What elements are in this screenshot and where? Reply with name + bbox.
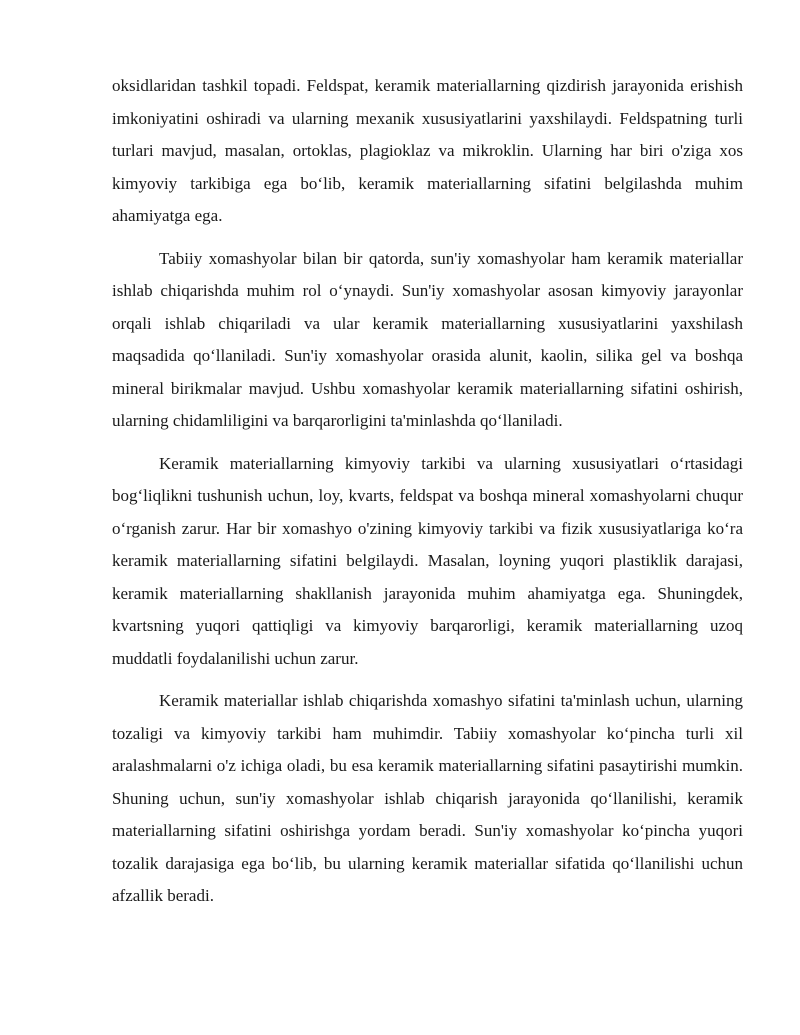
paragraph-purity: Keramik materiallar ishlab chiqarishda xomashyo sifatini ta'minlash uchun, ularning tozaligi va kimyoviy tarkibi ham muhimdir. Tabiiy xomashyolar ko‘pincha turli xil aralashmalarni o'z ichiga oladi, bu esa keramik materiallarning sifatini pasaytirishi mumkin. Shuning uchun, sun'iy xomashyolar ishlab chiqarish jarayonida qo‘llanilishi, keramik materiallarning sifatini oshirishga yordam beradi. Sun'iy xomashyolar ko‘pincha yuqori tozalik darajasiga ega bo‘lib, bu ularning keramik materiallar sifatida qo‘llanilishi uchun afzallik beradi. [112, 691, 743, 905]
paragraph-continuation: oksidlaridan tashkil topadi. Feldspat, keramik materiallarning qizdirish jarayonida erishish imkoniyatini oshiradi va ularning mexanik xususiyatlarini yaxshilaydi. Feldspatning turli turlari mavjud, masalan, ortoklas, plagioklaz va mikroklin. Ularning har biri o'ziga xos kimyoviy tarkibiga ega bo‘lib, keramik materiallarning sifatini belgilashda muhim ahamiyatga ega. [112, 76, 743, 225]
document-page [112, 70, 743, 923]
paragraph-synthetic-raw-materials: Tabiiy xomashyolar bilan bir qatorda, sun'iy xomashyolar ham keramik materiallar ishlab chiqarishda muhim rol o‘ynaydi. Sun'iy xomashyolar asosan kimyoviy jarayonlar orqali ishlab chiqariladi va ular keramik materiallarning xususiyatlarini yaxshilash maqsadida qo‘llaniladi. Sun'iy xomashyolar orasida alunit, kaolin, silika gel va boshqa mineral birikmalar mavjud. Ushbu xomashyolar keramik materiallarning sifatini oshirish, ularning chidamliligini va barqarorligini ta'minlashda qo‘llaniladi. [112, 248, 743, 430]
paragraph-chemical-composition: Keramik materiallarning kimyoviy tarkibi va ularning xususiyatlari o‘rtasidagi bog‘liqlikni tushunish uchun, loy, kvarts, feldspat va boshqa mineral xomashyolarni chuqur o‘rganish zarur. Har bir xomashyo o'zining kimyoviy tarkibi va fizik xususiyatlariga ko‘ra keramik materiallarning sifatini belgilaydi. Masalan, loyning yuqori plastiklik darajasi, keramik materiallarning shakllanish jarayonida muhim ahamiyatga ega. Shuningdek, kvartsning yuqori qattiqligi va kimyoviy barqarorligi, keramik materiallarning uzoq muddatli foydalanilishi uchun zarur. [112, 453, 743, 668]
